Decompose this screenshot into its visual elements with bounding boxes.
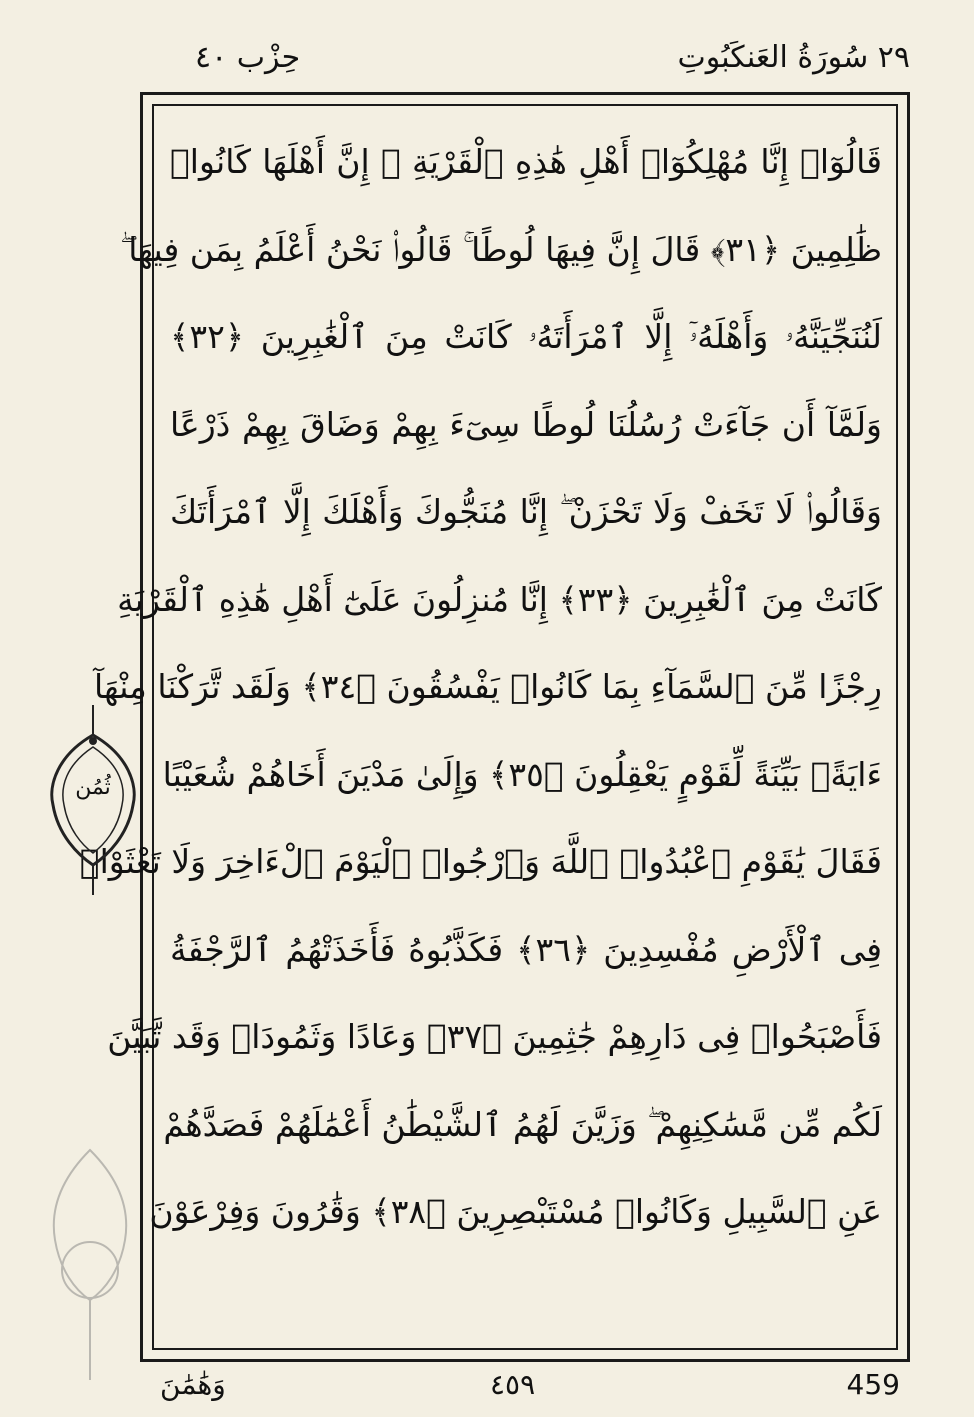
- text-line: لَنُنَجِّيَنَّهُۥ وَأَهْلَهُۥٓ إِلَّا ٱمْرَأَتَهُۥ كَانَتْ مِنَ ٱلْغَٰبِرِينَ ﴿٣٢﴾: [170, 317, 882, 356]
- page-header: [150, 40, 910, 90]
- page-number: 459: [846, 1368, 900, 1401]
- text-line: فَقَالَ يَٰقَوْمِ ٱعْبُدُوا۟ ٱللَّهَ وَٱرْجُوا۟ ٱلْيَوْمَ ٱلْءَاخِرَ وَلَا تَعْثَوْا۟: [79, 842, 882, 881]
- margin-ornament-icon: [40, 1150, 140, 1380]
- page-footer: [150, 1368, 910, 1408]
- text-line: ظَٰلِمِينَ ﴿٣١﴾ قَالَ إِنَّ فِيهَا لُوطًا ۚ قَالُوا۟ نَحْنُ أَعْلَمُ بِمَن فِيهَا ۖ: [119, 229, 882, 269]
- hizb-label: حِزْب ٤٠: [195, 40, 301, 75]
- text-line: فَأَصْبَحُوا۟ فِى دَارِهِمْ جَٰثِمِينَ ﴿٣٧﴾ وَعَادًا وَثَمُودَا۟ وَقَد تَّبَيَّنَ: [107, 1017, 882, 1056]
- catchword: وَهَٰمَٰنَ: [160, 1368, 226, 1401]
- text-line: قَالُوٓا۟ إِنَّا مُهْلِكُوٓا۟ أَهْلِ هَٰذِهِ ٱلْقَرْيَةِ ۖ إِنَّ أَهْلَهَا كَانُوا۟: [170, 142, 882, 181]
- text-line: ءَايَةًۢ بَيِّنَةً لِّقَوْمٍ يَعْقِلُونَ ﴿٣٥﴾ وَإِلَىٰ مَدْيَنَ أَخَاهُمْ شُعَيْبًا: [162, 754, 882, 794]
- page-number-arabic: ٤٥٩: [490, 1368, 536, 1401]
- thumun-label: ثُمُن: [75, 775, 111, 800]
- text-line: كَانَتْ مِنَ ٱلْغَٰبِرِينَ ﴿٣٣﴾ إِنَّا مُنزِلُونَ عَلَىٰٓ أَهْلِ هَٰذِهِ ٱلْقَرْيَةِ: [117, 579, 882, 619]
- text-line: وَقَالُوا۟ لَا تَخَفْ وَلَا تَحْزَنْ ۖ إِنَّا مُنَجُّوكَ وَأَهْلَكَ إِلَّا ٱمْرَأَتَكَ: [170, 492, 882, 531]
- thumun-marker-icon: [38, 705, 148, 895]
- text-line: رِجْزًا مِّنَ ٱلسَّمَآءِ بِمَا كَانُوا۟ يَفْسُقُونَ ﴿٣٤﴾ وَلَقَد تَّرَكْنَا مِنْهَآ: [93, 667, 882, 706]
- text-line: لَكُم مِّن مَّسَٰكِنِهِمْ ۖ وَزَيَّنَ لَهُمُ ٱلشَّيْطَٰنُ أَعْمَٰلَهُمْ فَصَدَّهُمْ: [163, 1104, 882, 1144]
- text-line: فِى ٱلْأَرْضِ مُفْسِدِينَ ﴿٣٦﴾ فَكَذَّبُوهُ فَأَخَذَتْهُمُ ٱلرَّجْفَةُ: [170, 929, 882, 969]
- surah-title: ٢٩ سُورَةُ العَنكَبُوتِ: [677, 40, 910, 75]
- text-line: وَلَمَّآ أَن جَآءَتْ رُسُلُنَا لُوطًا سِىٓءَ بِهِمْ وَضَاقَ بِهِمْ ذَرْعًا: [170, 404, 882, 444]
- text-line: عَنِ ٱلسَّبِيلِ وَكَانُوا۟ مُسْتَبْصِرِينَ ﴿٣٨﴾ وَقَٰرُونَ وَفِرْعَوْنَ: [149, 1192, 882, 1231]
